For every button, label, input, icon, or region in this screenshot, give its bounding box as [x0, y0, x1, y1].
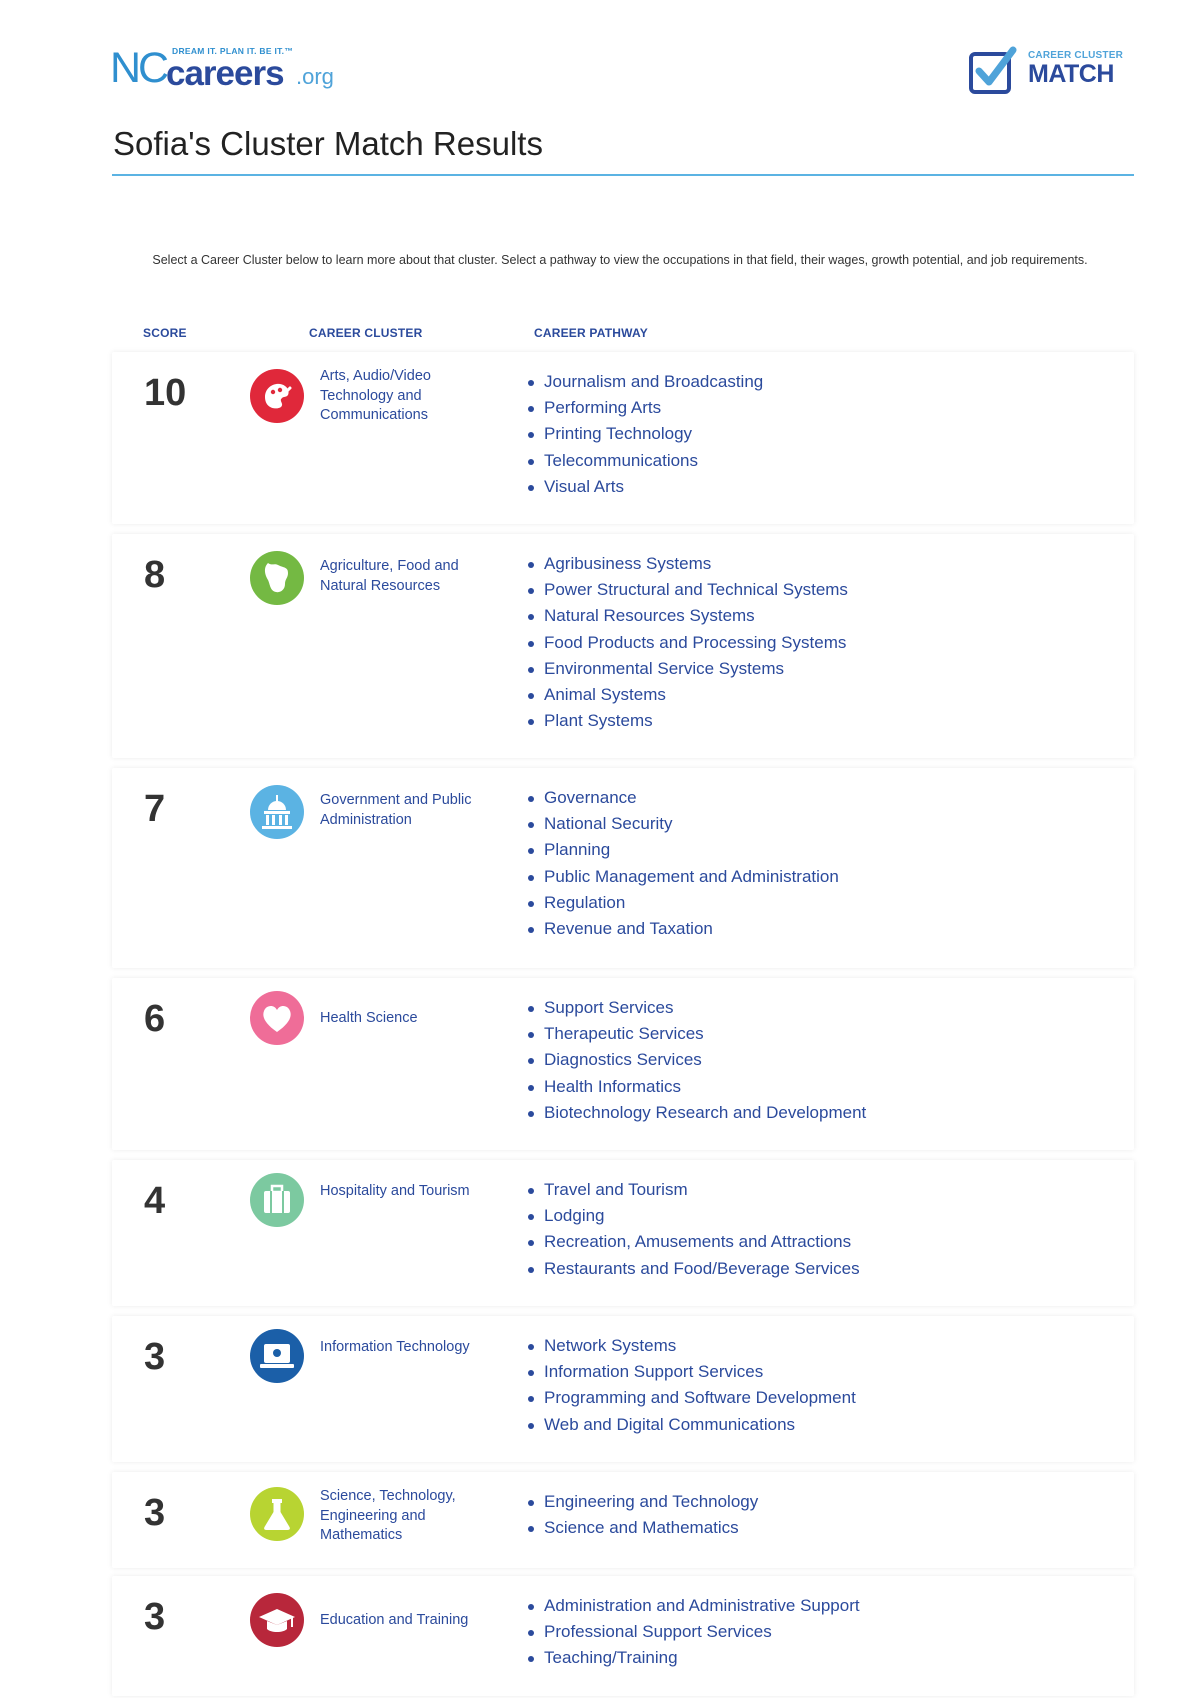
- heart-icon[interactable]: [250, 991, 304, 1045]
- pathway-link[interactable]: Planning: [524, 837, 839, 863]
- pathway-link[interactable]: Power Structural and Technical Systems: [524, 577, 848, 603]
- result-card: [112, 1316, 1134, 1462]
- page-title: Sofia's Cluster Match Results: [113, 125, 543, 162]
- result-card: [112, 768, 1134, 968]
- result-card: [112, 1160, 1134, 1306]
- score-value: 3: [144, 1336, 166, 1378]
- leaf-icon[interactable]: [250, 551, 304, 605]
- pathway-link[interactable]: Natural Resources Systems: [524, 603, 848, 629]
- score-value: 8: [144, 554, 166, 596]
- logo-match-big: MATCH: [1028, 60, 1114, 88]
- score-value: 7: [144, 788, 166, 830]
- cluster-link[interactable]: Agriculture, Food and Natural Resources: [320, 558, 459, 594]
- pathway-list: [524, 1489, 758, 1541]
- capitol-icon[interactable]: [250, 785, 304, 839]
- logo-tagline: DREAM IT. PLAN IT. BE IT.™: [172, 46, 294, 56]
- pathway-link[interactable]: Web and Digital Communications: [524, 1412, 856, 1438]
- score-value: 6: [144, 998, 166, 1040]
- pathway-list: [524, 1593, 860, 1672]
- pathway-link[interactable]: Support Services: [524, 995, 866, 1021]
- pathway-link[interactable]: Programming and Software Development: [524, 1385, 856, 1411]
- nccareers-logo[interactable]: [110, 44, 340, 94]
- pathway-list: [524, 785, 839, 942]
- pathway-link[interactable]: Journalism and Broadcasting: [524, 369, 763, 395]
- result-card: [112, 1472, 1134, 1568]
- result-card: [112, 352, 1134, 524]
- pathway-link[interactable]: Teaching/Training: [524, 1645, 860, 1671]
- pathway-list: [524, 369, 763, 500]
- cluster-link[interactable]: Science, Technology, Engineering and Mathematics: [320, 1488, 456, 1543]
- pathway-link[interactable]: Animal Systems: [524, 682, 848, 708]
- pathway-link[interactable]: Regulation: [524, 890, 839, 916]
- pathway-link[interactable]: Visual Arts: [524, 474, 763, 500]
- pathway-link[interactable]: Governance: [524, 785, 839, 811]
- score-value: 4: [144, 1180, 166, 1222]
- logo-nc: NC: [110, 44, 167, 92]
- pathway-link[interactable]: Lodging: [524, 1203, 860, 1229]
- title-divider: [112, 174, 1134, 176]
- cluster-link[interactable]: Health Science: [320, 1010, 418, 1026]
- pathway-link[interactable]: Health Informatics: [524, 1074, 866, 1100]
- flask-icon[interactable]: [250, 1487, 304, 1541]
- intro-text: Select a Career Cluster below to learn more about that cluster. Select a pathway to view the occupations in that field, their wages, growth potential, and job requirements.: [152, 253, 1088, 267]
- logo-org: .org: [296, 64, 334, 89]
- pathway-link[interactable]: National Security: [524, 811, 839, 837]
- pathway-link[interactable]: Therapeutic Services: [524, 1021, 866, 1047]
- pathway-link[interactable]: Biotechnology Research and Development: [524, 1100, 866, 1126]
- pathway-link[interactable]: Revenue and Taxation: [524, 916, 839, 942]
- page-header: [0, 0, 1200, 200]
- score-value: 10: [144, 372, 187, 414]
- pathway-link[interactable]: Telecommunications: [524, 448, 763, 474]
- score-value: 3: [144, 1492, 166, 1534]
- cluster-link[interactable]: Hospitality and Tourism: [320, 1183, 470, 1199]
- pathway-link[interactable]: Diagnostics Services: [524, 1047, 866, 1073]
- cluster-link[interactable]: Information Technology: [320, 1339, 470, 1355]
- pathway-link[interactable]: Administration and Administrative Support: [524, 1593, 860, 1619]
- pathway-link[interactable]: Agribusiness Systems: [524, 551, 848, 577]
- column-header-cluster: CAREER CLUSTER: [309, 326, 423, 340]
- laptop-icon[interactable]: [250, 1329, 304, 1383]
- pathway-link[interactable]: Environmental Service Systems: [524, 656, 848, 682]
- pathway-link[interactable]: Plant Systems: [524, 708, 848, 734]
- pathway-link[interactable]: Network Systems: [524, 1333, 856, 1359]
- score-value: 3: [144, 1596, 166, 1638]
- checkbox-icon: [968, 46, 1018, 96]
- pathway-link[interactable]: Food Products and Processing Systems: [524, 630, 848, 656]
- pathway-link[interactable]: Printing Technology: [524, 421, 763, 447]
- pathway-link[interactable]: Engineering and Technology: [524, 1489, 758, 1515]
- graduation-cap-icon[interactable]: [250, 1593, 304, 1647]
- result-card: [112, 1576, 1134, 1696]
- pathway-list: [524, 551, 848, 734]
- pathway-link[interactable]: Travel and Tourism: [524, 1177, 860, 1203]
- cluster-link[interactable]: Government and Public Administration: [320, 792, 472, 828]
- career-cluster-match-logo: [968, 46, 1138, 96]
- result-card: [112, 978, 1134, 1150]
- palette-icon[interactable]: [250, 369, 304, 423]
- cluster-link[interactable]: Education and Training: [320, 1612, 469, 1628]
- logo-careers: careers: [166, 54, 284, 93]
- pathway-link[interactable]: Restaurants and Food/Beverage Services: [524, 1256, 860, 1282]
- pathway-list: [524, 1177, 860, 1282]
- logo-match-small: CAREER CLUSTER: [1028, 50, 1124, 61]
- pathway-list: [524, 1333, 856, 1438]
- pathway-link[interactable]: Information Support Services: [524, 1359, 856, 1385]
- pathway-link[interactable]: Public Management and Administration: [524, 864, 839, 890]
- column-header-score: SCORE: [143, 326, 187, 340]
- pathway-link[interactable]: Science and Mathematics: [524, 1515, 758, 1541]
- column-header-pathway: CAREER PATHWAY: [534, 326, 648, 340]
- result-card: [112, 534, 1134, 758]
- pathway-list: [524, 995, 866, 1126]
- pathway-link[interactable]: Professional Support Services: [524, 1619, 860, 1645]
- cluster-link[interactable]: Arts, Audio/Video Technology and Communications: [320, 368, 431, 423]
- pathway-link[interactable]: Performing Arts: [524, 395, 763, 421]
- suitcase-icon[interactable]: [250, 1173, 304, 1227]
- pathway-link[interactable]: Recreation, Amusements and Attractions: [524, 1229, 860, 1255]
